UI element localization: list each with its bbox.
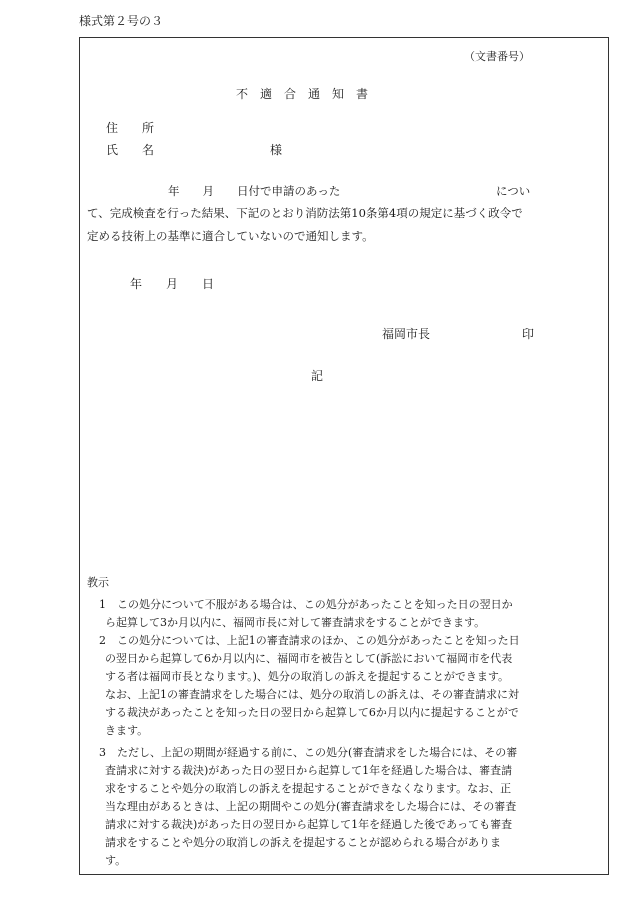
issuer-name: 福岡市長 — [382, 327, 431, 341]
body-line-1-right: につい — [496, 184, 531, 198]
date-line: 年 月 日 — [130, 277, 215, 291]
note-line: なお、上記1の審査請求をした場合には、処分の取消しの訴えは、その審査請求に対 — [105, 688, 519, 701]
note-line: す。 — [105, 854, 127, 867]
form-number: 様式第２号の３ — [79, 14, 164, 28]
seal-mark: 印 — [522, 327, 535, 341]
address-label: 住 所 — [106, 121, 155, 135]
document-title: 不 適 合 通 知 書 — [236, 87, 369, 101]
document-number: （文書番号） — [464, 50, 530, 63]
note-line: この処分については、上記1の審査請求のほか、この処分があったことを知った日 — [117, 634, 520, 647]
note-line: 求をすることや処分の取消しの訴えを提起することができなくなります。なお、正 — [105, 782, 512, 795]
note-line: する裁決があったことを知った日の翌日から起算して6か月以内に提起することがで — [105, 706, 519, 719]
note-line: する者は福岡市長となります。)、処分の取消しの訴えを提起することができます。 — [105, 670, 510, 683]
body-line-2: て、完成検査を行った結果、下記のとおり消防法第10条第4項の規定に基づく政令で — [87, 206, 523, 220]
name-label: 氏 名 — [106, 143, 155, 157]
note-line: 請求をすることや処分の取消しの訴えを提起することが認められる場合がありま — [105, 836, 501, 849]
note-line: の翌日から起算して6か月以内に、福岡市を被告として(訴訟において福岡市を代表 — [105, 652, 513, 665]
note-line: この処分について不服がある場合は、この処分があったことを知った日の翌日か — [117, 598, 513, 611]
notes-heading: 教示 — [87, 576, 109, 589]
honorific: 様 — [270, 143, 283, 157]
body-line-1-left: 年 月 日付で申請のあった — [168, 184, 341, 198]
body-line-3: 定める技術上の基準に適合していないので通知します。 — [87, 229, 374, 243]
note-line: ら起算して3か月以内に、福岡市長に対して審査請求をすることができます。 — [105, 616, 486, 629]
note-line: 請求に対する裁決)があった日の翌日から起算して1年を経過した後であっても審査 — [105, 818, 513, 831]
note-line: きます。 — [105, 724, 149, 737]
ki-heading: 記 — [311, 369, 324, 383]
note-number: 3 — [99, 746, 106, 759]
note-number: 2 — [99, 634, 106, 647]
note-line: ただし、上記の期間が経過する前に、この処分(審査請求をした場合には、その審 — [117, 746, 518, 759]
note-number: 1 — [99, 598, 106, 611]
note-line: 当な理由があるときは、上記の期間やこの処分(審査請求をした場合には、その審査 — [105, 800, 517, 813]
note-line: 査請求に対する裁決)があった日の翌日から起算して1年を経過した場合は、審査請 — [105, 764, 513, 777]
